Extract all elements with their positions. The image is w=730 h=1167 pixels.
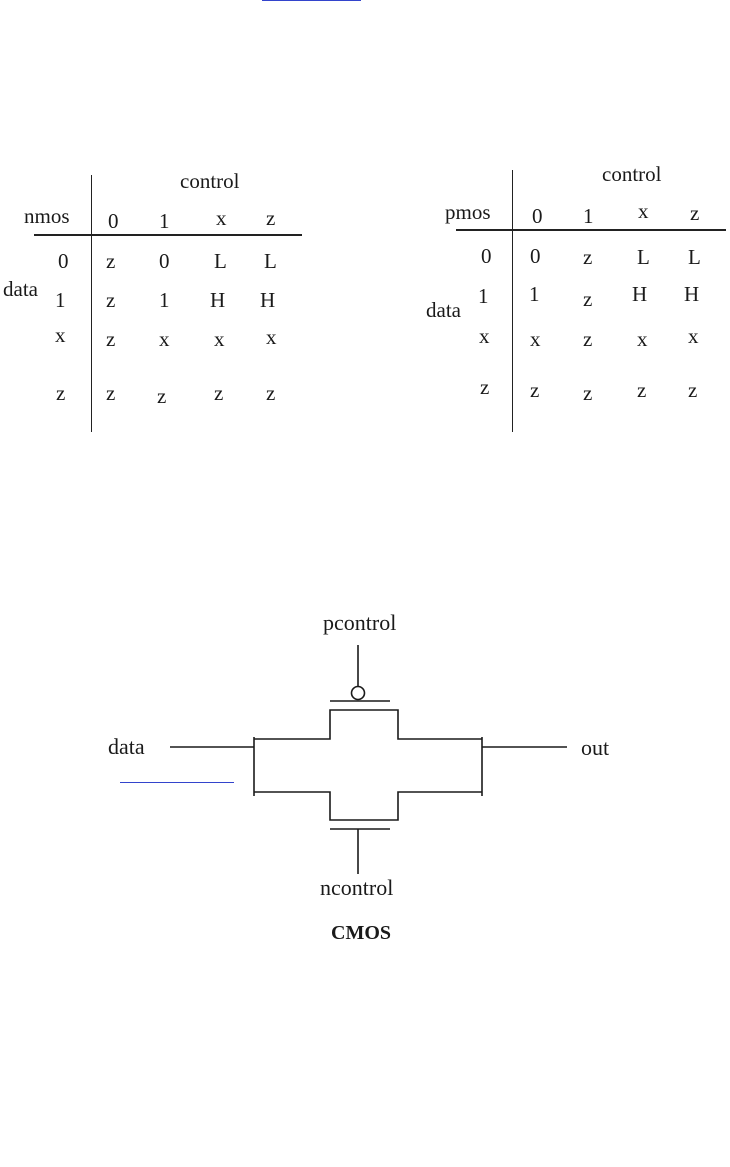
pmos-data-value: z [480, 375, 490, 399]
pmos-control-header: 1 [583, 204, 594, 228]
nmos-cell: z [266, 381, 276, 405]
nmos-cell: z [106, 327, 116, 351]
pmos-cell: z [637, 378, 647, 402]
pmos-control-header: 0 [532, 204, 543, 228]
nmos-cell: z [106, 288, 116, 312]
nmos-cell: z [106, 249, 116, 273]
pmos-cell: H [632, 282, 648, 306]
pmos-cell: z [583, 287, 593, 311]
pmos-data-value: 0 [481, 244, 492, 268]
nmos-control-header: 1 [159, 209, 170, 233]
nmos-data-value: x [55, 323, 66, 347]
nmos-cell: z [106, 381, 116, 405]
pmos-cell: x [530, 327, 541, 351]
nmos-control-header: 0 [108, 209, 119, 233]
nmos-channel-path [254, 792, 482, 820]
pmos-cell: L [637, 245, 650, 269]
nmos-cell: x [266, 325, 277, 349]
pmos-cell: x [637, 327, 648, 351]
pmos-control-label: control [602, 162, 662, 186]
nmos-data-value: 1 [55, 288, 66, 312]
nmos-control-header: x [216, 206, 227, 230]
nmos-data-label: data [3, 277, 38, 301]
nmos-cell: L [214, 249, 227, 273]
pmos-cell: z [688, 378, 698, 402]
pmos-cell: z [530, 378, 540, 402]
nmos-cell: 1 [159, 288, 170, 312]
pmos-cell: H [684, 282, 700, 306]
pmos-cell: z [583, 381, 593, 405]
pmos-table-name: pmos [445, 200, 491, 224]
ncontrol-label: ncontrol [320, 875, 394, 900]
nmos-data-value: z [56, 381, 66, 405]
pmos-data-value: x [479, 324, 490, 348]
nmos-cell: z [214, 381, 224, 405]
pmos-data-label: data [426, 298, 461, 322]
data-input-label: data [108, 734, 145, 759]
out-label: out [581, 735, 610, 760]
nmos-control-header: z [266, 206, 276, 230]
pmos-data-value: 1 [478, 284, 489, 308]
nmos-cell: x [159, 327, 170, 351]
pmos-cell: L [688, 245, 701, 269]
pmos-cell: z [583, 327, 593, 351]
pmos-cell: 0 [530, 244, 541, 268]
pmos-control-header: x [638, 199, 649, 223]
nmos-cell: z [157, 384, 167, 408]
pmos-gate-bubble [352, 687, 365, 700]
nmos-cell: H [210, 288, 226, 312]
nmos-data-value: 0 [58, 249, 69, 273]
pcontrol-label: pcontrol [323, 610, 397, 635]
nmos-control-label: control [180, 169, 240, 193]
pmos-cell: x [688, 324, 699, 348]
pmos-cell: z [583, 245, 593, 269]
pmos-cell: 1 [529, 282, 540, 306]
pmos-channel-path [254, 710, 482, 739]
nmos-table-name: nmos [24, 204, 70, 228]
pmos-control-header: z [690, 201, 700, 225]
cmos-caption: CMOS [331, 922, 391, 944]
nmos-cell: x [214, 327, 225, 351]
nmos-cell: H [260, 288, 276, 312]
nmos-cell: L [264, 249, 277, 273]
nmos-cell: 0 [159, 249, 170, 273]
